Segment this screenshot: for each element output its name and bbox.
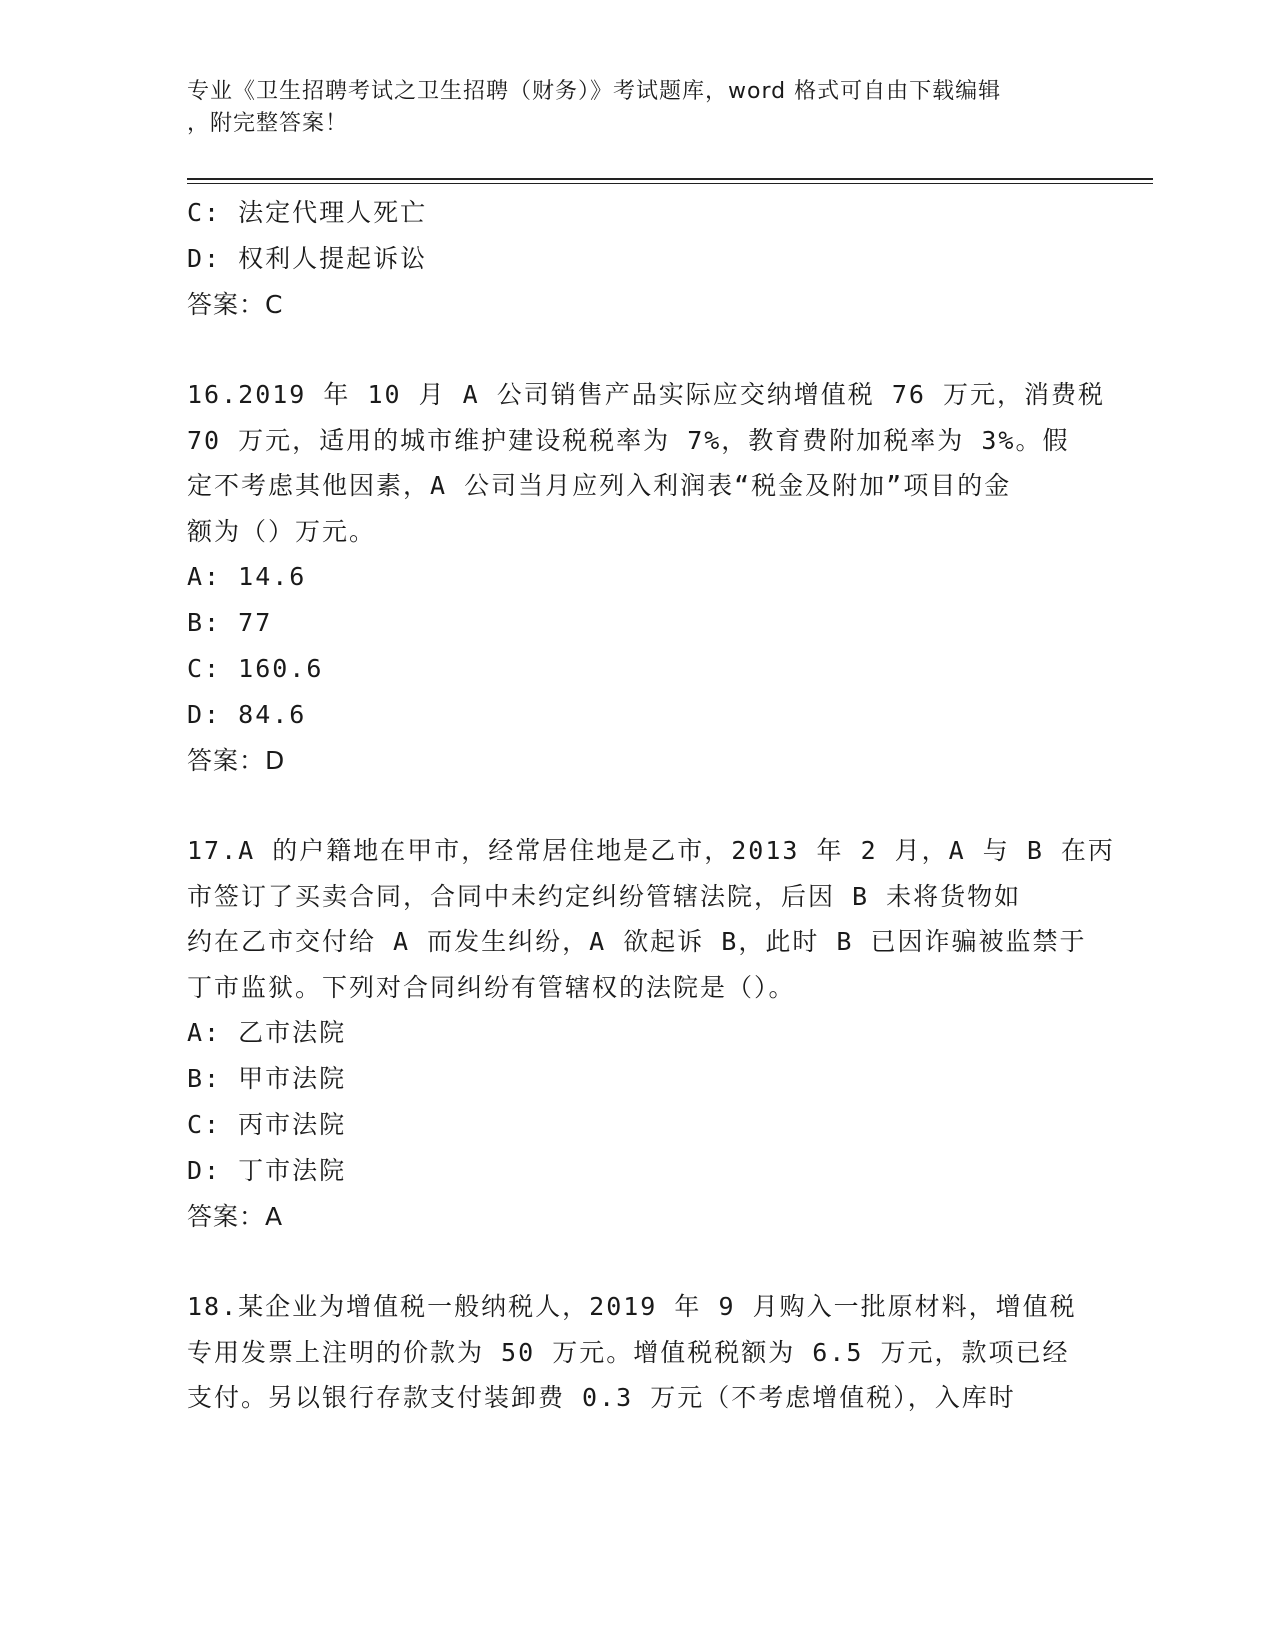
question-text-line: 市签订了买卖合同，合同中未约定纠纷管辖法院，后因 B 未将货物如 [187, 881, 1022, 911]
question-text-line: 定不考虑其他因素，A 公司当月应列入利润表“税金及附加”项目的金 [187, 471, 1012, 500]
option-a: A: 14.6 [187, 562, 307, 591]
answer-line: 答案：A [187, 1202, 284, 1231]
question-text-line: 16.2019 年 10 月 A 公司销售产品实际应交纳增值税 76 万元，消费税 [187, 380, 1105, 409]
question-17 [187, 828, 1115, 1240]
question-15-tail [187, 190, 1087, 328]
question-text [187, 828, 1115, 1010]
question-text [187, 372, 1105, 554]
option-b: B: 77 [187, 608, 273, 637]
header-line-1: 专业《卫生招聘考试之卫生招聘（财务）》考试题库，word 格式可自由下载编辑 [187, 79, 1002, 104]
question-16 [187, 372, 1105, 784]
question-text [187, 1284, 1087, 1421]
question-text-line: 70 万元，适用的城市维护建设税税率为 7%，教育费附加税率为 3%。假 [187, 425, 1070, 455]
answer-line: 答案：D [187, 746, 286, 775]
question-content [187, 190, 1115, 1421]
question-text-line: 专用发票上注明的价款为 50 万元。增值税税额为 6.5 万元，款项已经 [187, 1337, 1070, 1367]
header-divider-thin [187, 183, 1153, 184]
option-d: D: 84.6 [187, 700, 307, 729]
option-a: A: 乙市法院 [187, 1018, 347, 1047]
question-text-line: 丁市监狱。下列对合同纠纷有管辖权的法院是（）。 [187, 972, 796, 1002]
page-header [187, 76, 1087, 140]
question-text-line: 17.A 的户籍地在甲市，经常居住地是乙市，2013 年 2 月，A 与 B 在丙 [187, 836, 1115, 865]
option-b: B: 甲市法院 [187, 1064, 347, 1093]
question-text-line: 约在乙市交付给 A 而发生纠纷，A 欲起诉 B，此时 B 已因诈骗被监禁于 [187, 927, 1087, 956]
question-18 [187, 1284, 1087, 1421]
header-divider-thick [187, 178, 1153, 180]
question-text-line: 额为（）万元。 [187, 516, 377, 546]
header-line-2: ，附完整答案！ [187, 111, 349, 136]
option-c: C: 160.6 [187, 654, 324, 683]
option-c: C: 丙市法院 [187, 1110, 347, 1139]
option-d: D: 丁市法院 [187, 1156, 347, 1185]
answer-line: 答案：C [187, 290, 284, 319]
question-text-line: 18.某企业为增值税一般纳税人，2019 年 9 月购入一批原材料，增值税 [187, 1292, 1077, 1321]
question-text-line: 支付。另以银行存款支付装卸费 0.3 万元（不考虑增值税），入库时 [187, 1383, 1016, 1412]
option-c: C: 法定代理人死亡 [187, 198, 428, 227]
option-d: D: 权利人提起诉讼 [187, 244, 428, 273]
